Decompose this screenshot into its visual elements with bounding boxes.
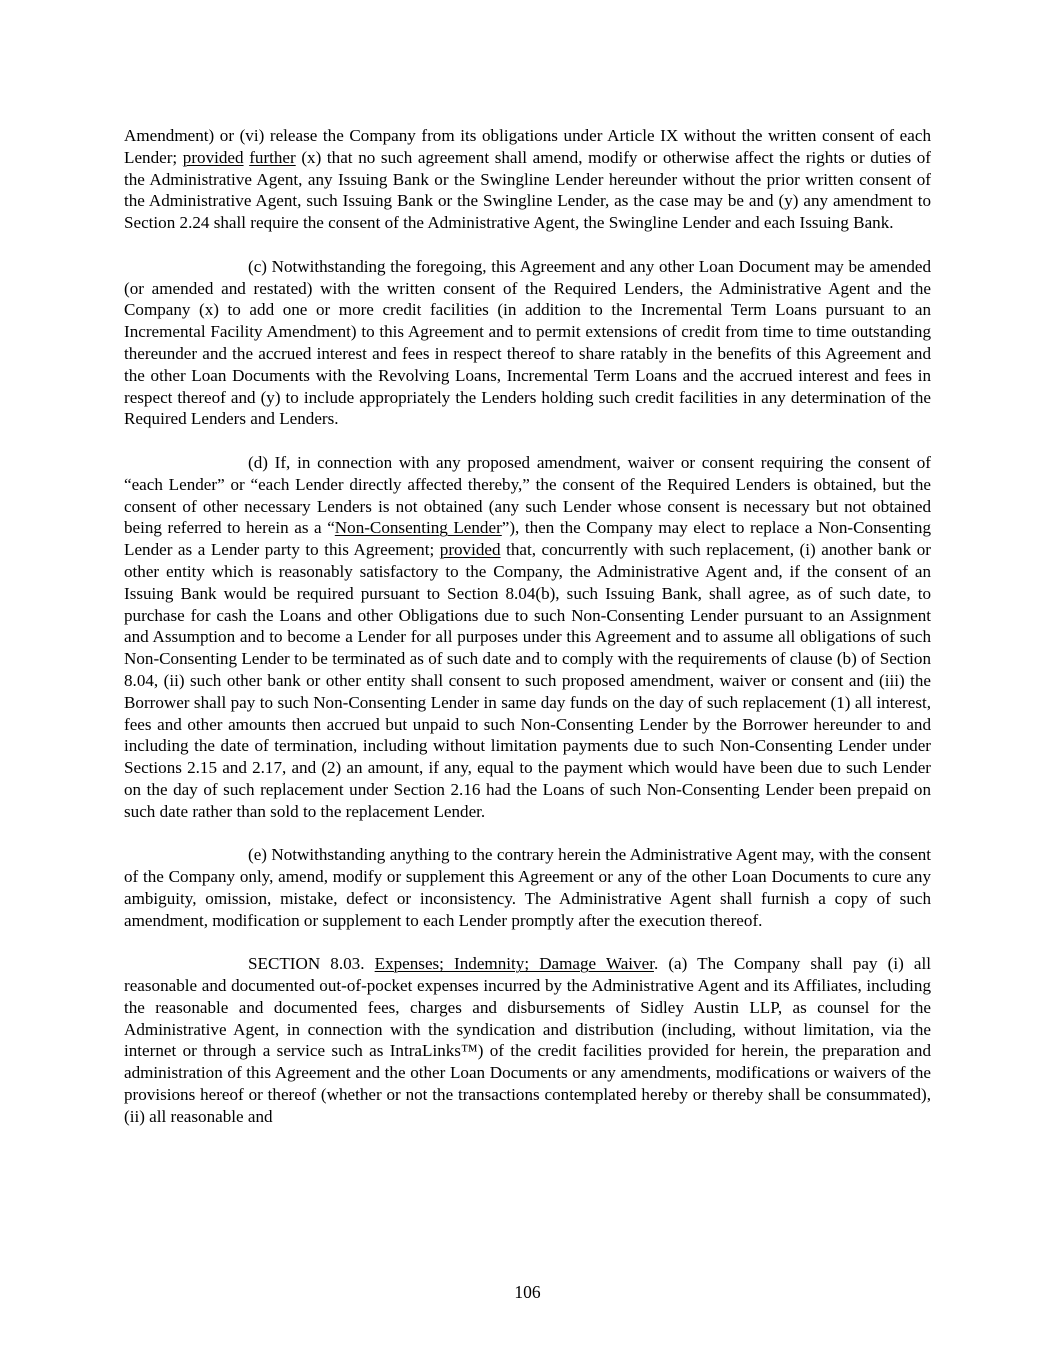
paragraph-amendment-continuation — [124, 125, 931, 234]
non-consenting-lender-term: Non-Consenting Lender — [334, 518, 502, 538]
paragraph-clause-c — [124, 256, 931, 430]
paragraph-section-8-03 — [124, 953, 931, 1127]
page-number: 106 — [514, 1282, 541, 1302]
paragraph-text: (x) that no such agreement shall amend, modify or otherwise affect the rights or duties of the Administrative Agent, any Issuing Bank or the Swingline Lender hereunder without the prior written consent of the Administrative Agent, such Issuing Bank or the Swingline Lender, as the case may be and (y) any amendment to Section 2.24 shall require the consent of the Administrative Agent, the Swingline Lender and each Issuing Bank. — [124, 147, 931, 233]
provided-term: provided — [439, 540, 501, 560]
paragraph-clause-e — [124, 844, 931, 931]
paragraph-clause-d — [124, 452, 931, 823]
section-number: SECTION 8.03. — [248, 954, 375, 974]
paragraph-text: (c) Notwithstanding the foregoing, this Agreement and any other Loan Document may be amended (or amended and restated) with the written consent of the Required Lenders, the Administrative Agent and the Company (x) to add one or more credit facilities (in addition to the Incremental Term Loans pursuant to an Incremental Facility Amendment) to this Agreement and to permit extensions of credit from time to time outstanding thereunder and the accrued interest and fees in respect thereof to share ratably in the benefits of this Agreement and the other Loan Documents with the Revolving Loans, Incremental Term Loans and the accrued interest and fees in respect thereof and (y) to include appropriately the Lenders holding such credit facilities in any determination of the Required Lenders and Lenders. — [124, 256, 931, 429]
further-term: further — [249, 147, 296, 167]
paragraph-text: (d) If, in connection with any proposed amendment, waiver or consent requiring the consent of “each Lender” or “each Lender directly affected thereby,” the consent of the Required Lenders is obtained, but the consent of other necessary Lenders is not obtained (any such Lender whose consent is necessary but not obtained being referred to herein as a “ — [124, 452, 931, 538]
paragraph-text: ”), then the Company may elect to replace a Non-Consenting Lender as a Lender party to this Agreement; — [124, 518, 931, 560]
document-body — [124, 125, 931, 1149]
paragraph-text: Amendment) or (vi) release the Company from its obligations under Article IX without the written consent of each Lender; — [124, 126, 931, 167]
paragraph-text: . (a) The Company shall pay (i) all reasonable and documented out-of-pocket expenses incurred by the Administrative Agent and its Affiliates, including the reasonable and documented fees, charges and disbursements of Sidley Austin LLP, as counsel for the Administrative Agent, in connection with the syndication and distribution (including, without limitation, via the internet or through a service such as IntraLinks™) of the credit facilities provided for herein, the preparation and administration of this Agreement and the other Loan Documents or any amendments, modifications or waivers of the provisions hereof or thereof (whether or not the transactions contemplated hereby or thereby shall be consummated), (ii) all reasonable and — [124, 954, 931, 1126]
section-heading: Expenses; Indemnity; Damage Waiver — [374, 954, 654, 974]
paragraph-text: (e) Notwithstanding anything to the contrary herein the Administrative Agent may, with the consent of the Company only, amend, modify or supplement this Agreement or any of the other Loan Documents to cure any ambiguity, omission, mistake, defect or inconsistency. The Administrative Agent shall furnish a copy of such amendment, modification or supplement to each Lender promptly after the execution thereof. — [124, 845, 931, 930]
paragraph-text: that, concurrently with such replacement, (i) another bank or other entity which is reasonably satisfactory to the Company, the Administrative Agent and, if the consent of an Issuing Bank would be required pursuant to Section 8.04(b), such Issuing Bank, shall agree, as of such date, to purchase for cash the Loans and other Obligations due to such Non-Consenting Lender pursuant to an Assignment and Assumption and to become a Lender for all purposes under this Agreement and to assume all obligations of such Non-Consenting Lender to be terminated as of such date and to comply with the requirements of clause (b) of Section 8.04, (ii) such other bank or other entity shall consent to such proposed amendment, waiver or consent and (iii) the Borrower shall pay to such Non-Consenting Lender in same day funds on the day of such replacement (1) all interest, fees and other amounts then accrued but unpaid to such Non-Consenting Lender by the Borrower hereunder to and including the date of termination, including without limitation payments due to such Non-Consenting Lender under Sections 2.15 and 2.17, and (2) an amount, if any, equal to the payment which would have been due to such Lender on the day of such replacement under Section 2.16 had the Loans of such Non-Consenting Lender been prepaid on such date rather than sold to the replacement Lender. — [124, 540, 931, 821]
provided-term: provided — [182, 147, 244, 167]
